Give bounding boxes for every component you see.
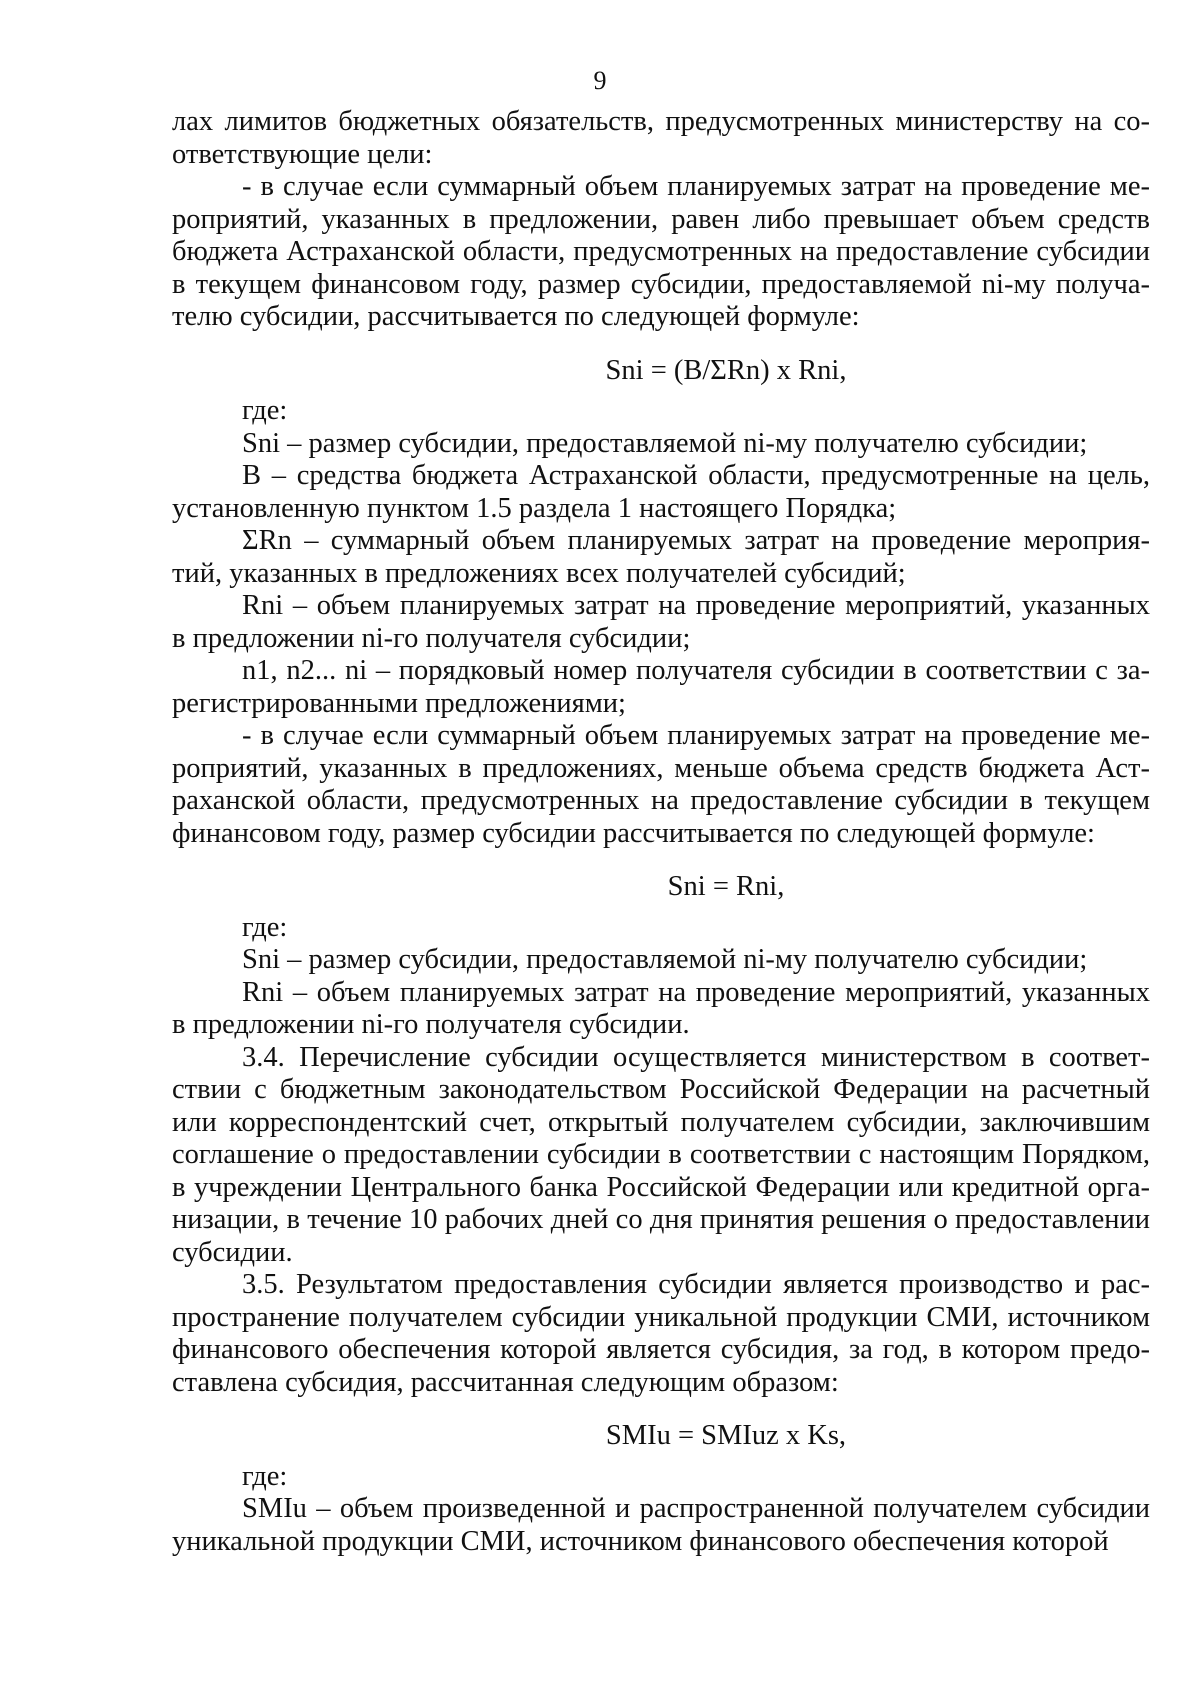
page-number: 9 (593, 66, 607, 95)
paragraph-case-less: - в случае если суммарный объем планируемых затрат на проведение ме-роприятий, указанных в предложениях, меньше объема средств бюджета Аст-раханской области, предусмотренных на предоставление субсидии в текущем финансовом году, размер субсидии рассчитывается по следующей формуле: (172, 720, 1150, 849)
definition-sum-rn: ΣRn – суммарный объем планируемых затрат на проведение мероприя-тий, указанных в предложениях всех получателей субсидий; (172, 525, 1150, 589)
definition-smiu: SMIu – объем произведенной и распространенной получателем субсидии уникальной продукции СМИ, источником финансового обеспечения которой (172, 1493, 1150, 1557)
paragraph-continuation: лах лимитов бюджетных обязательств, предусмотренных министерству на со-ответствующие цели: (172, 106, 1150, 170)
definition-n: n1, n2... ni – порядковый номер получателя субсидии в соответствии с за-регистрированными предложениями; (172, 655, 1150, 719)
where-label: где: (242, 395, 288, 426)
formula-smiu: SMIu = SMIuz x Ks, (605, 1420, 847, 1451)
paragraph-case-exceeds: - в случае если суммарный объем планируемых затрат на проведение ме-роприятий, указанных в предложении, равен либо превышает объем средств бюджета Астраханской области, предусмотренных на предоставление субсидии в текущем финансовом году, размер субсидии, предоставляемой ni-му получа-телю субсидии, рассчитывается по следующей формуле: (172, 171, 1150, 332)
page-body (172, 106, 1150, 1558)
formula-sni-equals-rni: Sni = Rni, (667, 871, 785, 902)
formula-sni-proportional: Sni = (B/ΣRn) x Rni, (605, 354, 847, 386)
definition-sni: Sni – размер субсидии, предоставляемой ni-му получателю субсидии; (242, 427, 1088, 459)
paragraph-3-5: 3.5. Результатом предоставления субсидии является производство и рас-пространение получателем субсидии уникальной продукции СМИ, источником финансового обеспечения которой является субсидия, за год, в котором предо-ставлена субсидия, рассчитанная следующим образом: (172, 1269, 1150, 1398)
definition-rni: Rni – объем планируемых затрат на проведение мероприятий, указанных в предложении ni-го получателя субсидии; (172, 590, 1150, 654)
definition-rni: Rni – объем планируемых затрат на проведение мероприятий, указанных в предложении ni-го получателя субсидии. (172, 976, 1150, 1040)
definition-sni: Sni – размер субсидии, предоставляемой ni-му получателю субсидии; (242, 944, 1088, 975)
definition-b: В – средства бюджета Астраханской области, предусмотренные на цель, установленную пунктом 1.5 раздела 1 настоящего Порядка; (172, 460, 1150, 524)
where-label: где: (242, 1460, 288, 1492)
paragraph-3-4: 3.4. Перечисление субсидии осуществляется министерством в соответ-ствии с бюджетным законодательством Российской Федерации на расчетный или корреспондентский счет, открытый получателем субсидии, заключившим соглашение о предоставлении субсидии в соответствии с настоящим Порядком, в учреждении Центрального банка Российской Федерации или кредитной орга-низации, в течение 10 рабочих дней со дня принятия решения о предоставлении субсидии. (172, 1041, 1150, 1268)
where-label: где: (242, 911, 288, 943)
